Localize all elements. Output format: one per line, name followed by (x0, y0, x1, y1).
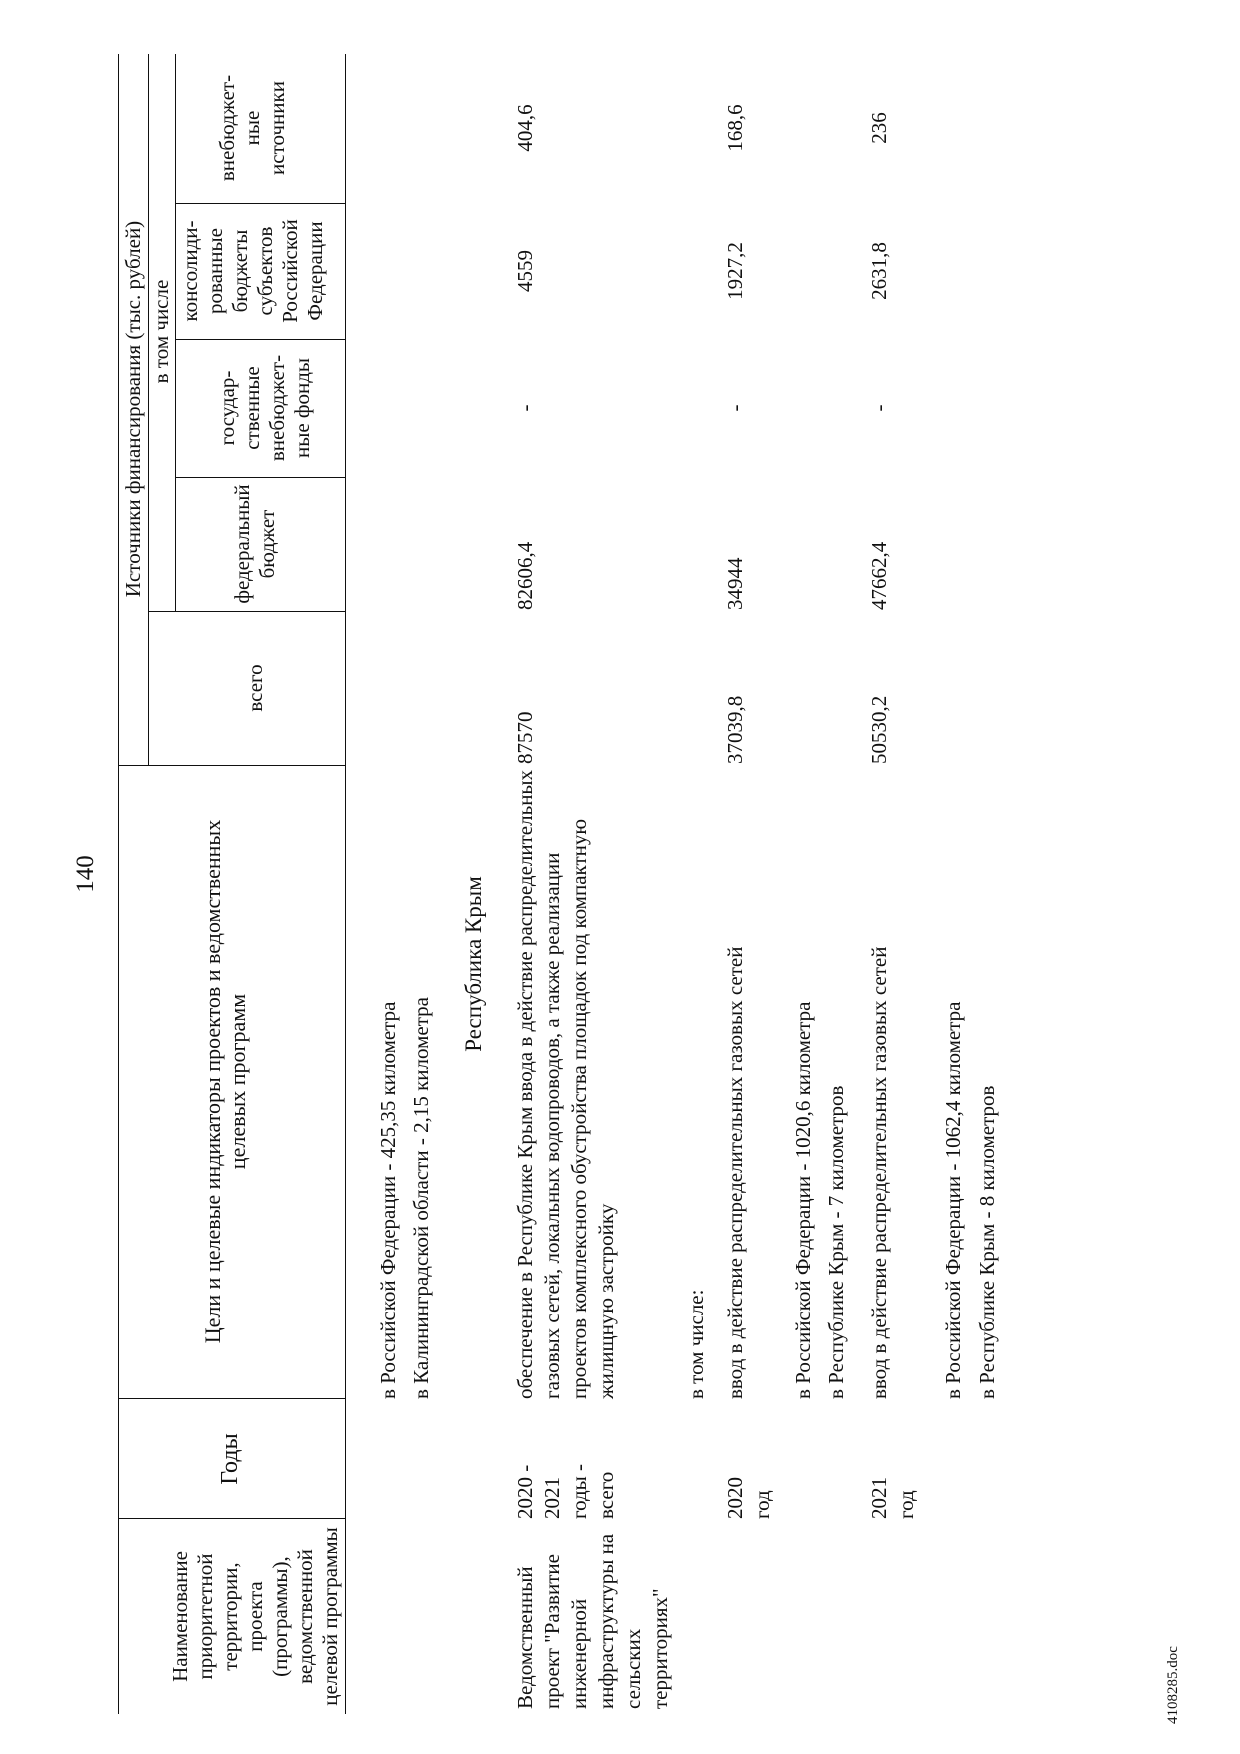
page-number: 140 (72, 855, 99, 893)
row-3-years: 2021 год (867, 1477, 918, 1519)
row-1-federal: 82606,4 (513, 541, 537, 610)
row-2-extrabudget: 168,6 (723, 104, 747, 152)
row-1-extrabudget: 404,6 (513, 104, 537, 152)
header-divider-1 (118, 1518, 345, 1519)
row-2-state-funds: - (723, 404, 747, 412)
including-rule (175, 54, 176, 612)
row-2-federal: 34944 (723, 557, 747, 610)
row-1-regional: 4559 (513, 250, 537, 292)
row-3-regional: 2631,8 (867, 242, 891, 300)
carryover-line-kaliningrad: в Калининградской области - 2,15 километра (409, 997, 433, 1399)
row-1-state-funds: - (513, 404, 537, 412)
table-top-border (118, 54, 119, 1714)
row-1-years: 2020 - 2021 годы - всего (513, 1463, 618, 1519)
header-total-column: всего (243, 664, 267, 712)
header-regional-column: консолиди- рованные бюджеты субъектов Российской Федерации (178, 219, 327, 323)
row-3-state-funds: - (867, 404, 891, 412)
header-extrabudget-column: внебюджет- ные источники (215, 74, 289, 182)
row-3-sub-crimea: в Республике Крым - 8 километров (975, 1085, 999, 1399)
document-id: 4108285.doc (1165, 1646, 1181, 1724)
row-3-federal: 47662,4 (867, 541, 891, 610)
carryover-line-rf: в Российской Федерации - 425,35 километра (376, 1001, 400, 1399)
row-2-sub-rf: в Российской Федерации - 1020,6 километра (791, 1001, 815, 1399)
header-bottom-border (345, 54, 346, 1714)
row-2-years: 2020 год (723, 1477, 774, 1519)
header-funding-group: Источники финансирования (тыс. рублей) (121, 220, 145, 598)
header-federal-column: федеральный бюджет (230, 484, 279, 604)
row-3-sub-rf: в Российской Федерации - 1062,4 километра (941, 1001, 965, 1399)
header-goals-column: Цели и целевые индикаторы проектов и ведомственных целевых программ (200, 819, 250, 1344)
row-2-regional: 1927,2 (723, 242, 747, 300)
row-1-goal: обеспечение в Республике Крым ввода в действие распределительных газовых сетей, локальных водопроводов, а также реализации проектов комплексного обустройства площадок под компактную жилищную застройку (513, 769, 618, 1399)
project-name: Ведомственный проект "Развитие инженерной инфраструктуры на сельских территориях" (513, 1533, 672, 1709)
including-label: в том числе: (684, 1289, 708, 1399)
row-3-total: 50530,2 (867, 695, 891, 764)
row-1-total: 87570 (513, 711, 537, 764)
region-heading: Республика Крым (461, 876, 486, 1052)
header-name-column: Наименование приоритетной территории, проекта (программы), ведомственной целевой программы (168, 1527, 342, 1706)
header-including: в том числе (149, 279, 173, 384)
header-state-funds-column: государ- ственные внебюджет- ные фонды (215, 354, 314, 462)
header-divider-3 (118, 765, 345, 766)
row-2-sub-crimea: в Республике Крым - 7 километров (824, 1085, 848, 1399)
header-years-column: Годы (217, 1433, 243, 1485)
row-2-goal: ввод в действие распределительных газовых сетей (723, 946, 747, 1399)
row-3-goal: ввод в действие распределительных газовых сетей (867, 946, 891, 1399)
header-divider-2 (118, 1398, 345, 1399)
row-2-total: 37039,8 (723, 695, 747, 764)
row-3-extrabudget: 236 (867, 112, 891, 144)
